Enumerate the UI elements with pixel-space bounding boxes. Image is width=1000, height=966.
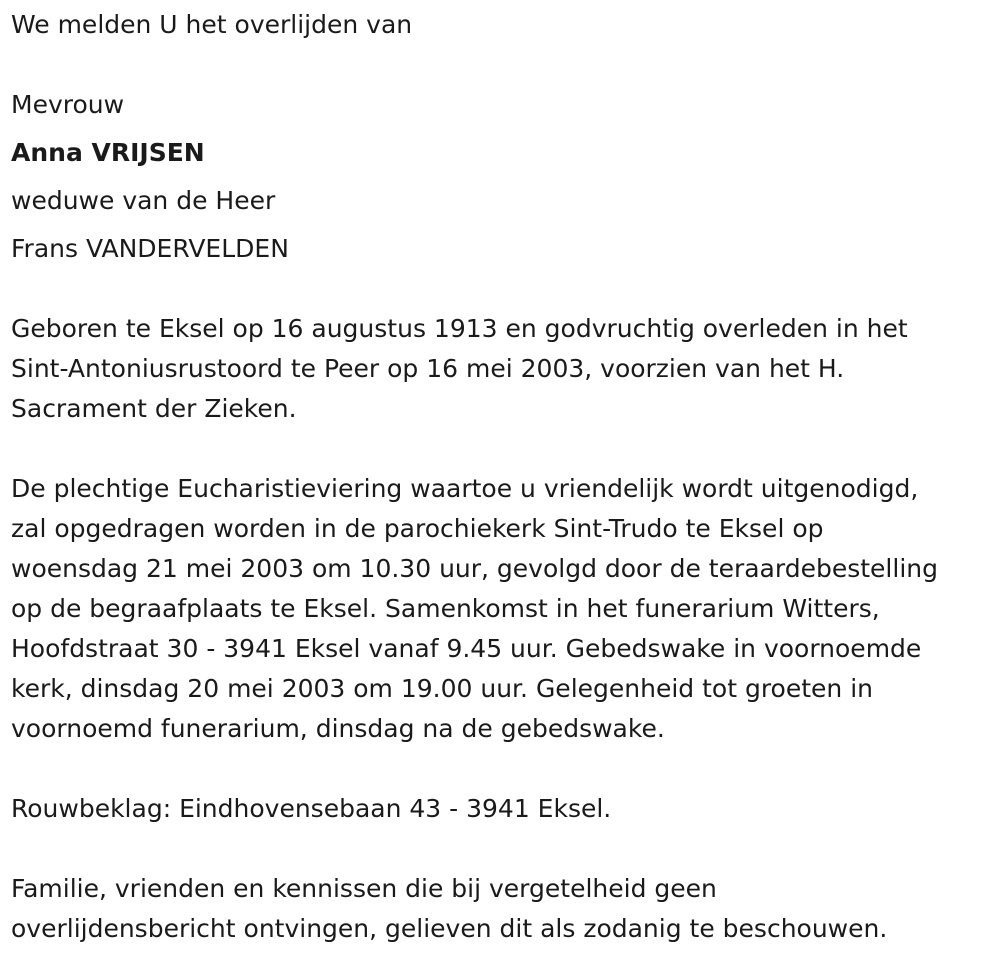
title-line: Mevrouw (11, 90, 125, 119)
ceremony-line: woensdag 21 mei 2003 om 10.30 uur, gevolgd door de teraardebestelling (11, 554, 938, 583)
notice-paragraph (11, 869, 1000, 949)
birth-line: Geboren te Eksel op 16 augustus 1913 en godvruchtig overleden in het (11, 314, 908, 343)
ceremony-line: De plechtige Eucharistieviering waartoe u vriendelijk wordt uitgenodigd, (11, 474, 919, 503)
birth-line: Sacrament der Zieken. (11, 394, 297, 423)
notice-line: Familie, vrienden en kennissen die bij vergetelheid geen (11, 874, 717, 903)
ceremony-line: voornoemd funerarium, dinsdag na de gebedswake. (11, 714, 665, 743)
birth-paragraph (11, 309, 1000, 429)
condolence-address: Rouwbeklag: Eindhovensebaan 43 - 3941 Eksel. (11, 794, 612, 823)
notice-line: overlijdensbericht ontvingen, gelieven dit als zodanig te beschouwen. (11, 914, 888, 943)
ceremony-line: op de begraafplaats te Eksel. Samenkomst in het funerarium Witters, (11, 594, 880, 623)
relation-line: weduwe van de Heer (11, 186, 276, 215)
ceremony-line: zal opgedragen worden in de parochiekerk Sint-Trudo te Eksel op (11, 514, 824, 543)
birth-line: Sint-Antoniusrustoord te Peer op 16 mei 2003, voorzien van het H. (11, 354, 845, 383)
spouse-name: Frans VANDERVELDEN (11, 234, 289, 263)
ceremony-line: Hoofdstraat 30 - 3941 Eksel vanaf 9.45 uur. Gebedswake in voornoemde (11, 634, 922, 663)
intro-line: We melden U het overlijden van (11, 10, 413, 39)
ceremony-line: kerk, dinsdag 20 mei 2003 om 19.00 uur. Gelegenheid tot groeten in (11, 674, 873, 703)
ceremony-paragraph (11, 469, 1000, 749)
deceased-name: Anna VRIJSEN (11, 138, 205, 167)
